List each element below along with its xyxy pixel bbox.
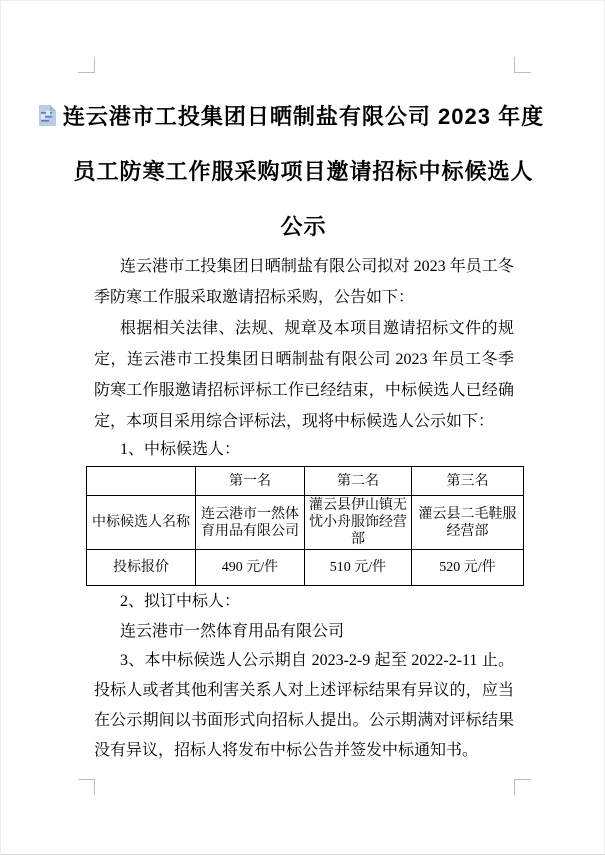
item3-publicity-period: 3、本中标候选人公示期自 2023-2-9 起至 2022-2-11 止。投标人或者其他利害关系人对上述评标结果有异议的，应当在公示期间以书面形式向招标人提出。公示期满对评标结果没有异议，招标人将发布中标公告并签发中标通知书。 — [94, 652, 514, 759]
paragraph-intro: 连云港市工投集团日晒制盐有限公司拟对 2023 年员工冬季防寒工作服采取邀请招标采购，公告如下： — [94, 258, 514, 306]
table-cell-candidate: 灌云县伊山镇无忧小舟服饰经营部 — [305, 496, 412, 550]
bid-candidates-table — [86, 466, 524, 586]
item2-heading: 2、拟订中标人： — [120, 593, 241, 610]
margin-mark-bottom-left — [78, 779, 95, 795]
table-cell-candidate: 灌云县二毛鞋服经营部 — [412, 496, 524, 550]
table-cell-label: 中标候选人名称 — [87, 496, 196, 550]
table-row-candidate-names — [87, 496, 524, 550]
table-cell-label: 投标报价 — [87, 550, 196, 586]
margin-mark-bottom-right — [514, 779, 531, 795]
title-line-1: 连云港市工投集团日晒制盐有限公司 2023 年度 — [62, 104, 545, 129]
table-row-bid-prices — [87, 550, 524, 586]
table-header-row — [87, 467, 524, 496]
margin-mark-top-right — [514, 57, 531, 73]
title-line-3: 公示 — [280, 214, 327, 239]
table-header-cell-blank — [87, 467, 196, 496]
table-cell-candidate: 连云港市一然体育用品有限公司 — [196, 496, 305, 550]
document-title — [1, 89, 605, 254]
margin-mark-top-left — [78, 57, 95, 73]
item1-heading: 1、中标候选人： — [120, 441, 241, 458]
table-cell-price: 510 元/件 — [305, 550, 412, 586]
table-header-cell-second: 第二名 — [305, 467, 412, 496]
table-header-cell-first: 第一名 — [196, 467, 305, 496]
table-cell-price: 490 元/件 — [196, 550, 305, 586]
title-line-2: 员工防寒工作服采购项目邀请招标中标候选人 — [73, 159, 534, 184]
item2-winner-name: 连云港市一然体育用品有限公司 — [120, 623, 345, 640]
table-cell-price: 520 元/件 — [412, 550, 524, 586]
paragraph-basis: 根据相关法律、法规、规章及本项目邀请招标文件的规定，连云港市工投集团日晒制盐有限公司 2023 年员工冬季防寒工作服邀请招标评标工作已经结束，中标候选人已经确定，本项目采用综合评标法，现将中标候选人公示如下： — [94, 320, 514, 430]
table-header-cell-third: 第三名 — [412, 467, 524, 496]
